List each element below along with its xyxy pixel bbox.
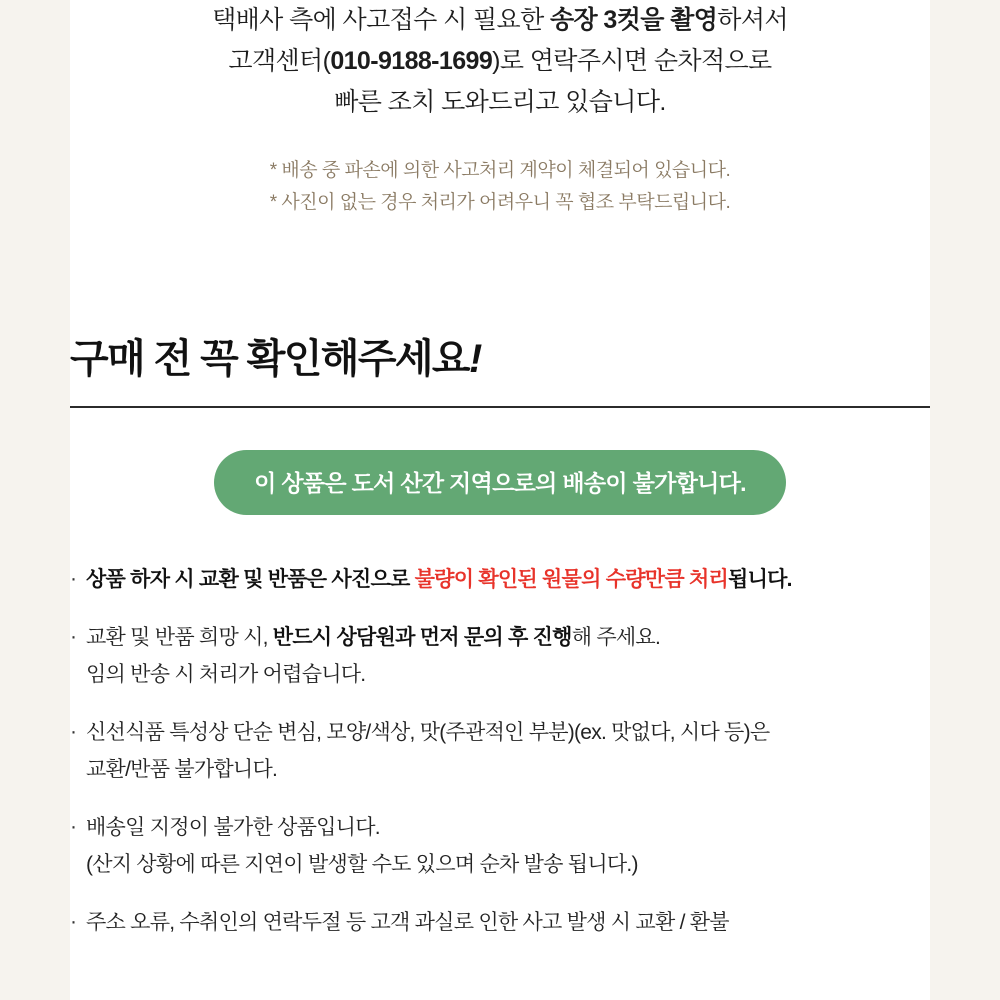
notice-line-3 bbox=[70, 82, 930, 123]
list-item-body bbox=[86, 906, 930, 939]
list-item-body bbox=[86, 563, 930, 596]
list-item-body bbox=[86, 716, 930, 786]
notice-footnotes bbox=[70, 155, 930, 219]
list-item-line-secondary: 교환/반품 불가합니다. bbox=[86, 758, 278, 781]
notice-line-2-post: )로 연락주시면 순차적으로 bbox=[492, 47, 772, 75]
policy-exchange-post: 해 주세요. bbox=[571, 626, 661, 649]
customer-center-phone: 010-9188-1699 bbox=[330, 47, 493, 75]
bullet-marker: · bbox=[70, 720, 77, 743]
notice-line-2 bbox=[70, 41, 930, 82]
list-item bbox=[70, 621, 930, 691]
notice-footnote-1: * 배송 중 파손에 의한 사고처리 계약이 체결되어 있습니다. bbox=[269, 160, 731, 181]
heading-divider bbox=[70, 406, 930, 408]
policy-exchange-pre: 교환 및 반품 희망 시, bbox=[86, 626, 273, 649]
list-item bbox=[70, 563, 930, 596]
content-sheet bbox=[70, 0, 930, 1000]
notice-line-2-pre: 고객센터( bbox=[228, 47, 331, 75]
notice-footnote-2: * 사진이 없는 경우 처리가 어려우니 꼭 협조 부탁드립니다. bbox=[269, 192, 731, 213]
list-item-line: 신선식품 특성상 단순 변심, 모양/색상, 맛(주관적인 부분)(ex. 맛없다, 시다 등)은 bbox=[86, 721, 770, 744]
list-item-line: 주소 오류, 수취인의 연락두절 등 고객 과실로 인한 사고 발생 시 교환 / 환불 bbox=[86, 911, 729, 934]
list-item-body bbox=[86, 811, 930, 881]
bullet-marker: · bbox=[70, 625, 77, 648]
delivery-restriction-badge: 이 상품은 도서 산간 지역으로의 배송이 불가합니다. bbox=[214, 450, 786, 515]
bullet-marker: · bbox=[70, 910, 77, 933]
page-title-text: 구매 전 꼭 확인해주세요 bbox=[70, 337, 469, 381]
list-item bbox=[70, 906, 930, 939]
delivery-restriction-row bbox=[70, 450, 930, 515]
notice-line-1 bbox=[70, 0, 930, 41]
list-item-body bbox=[86, 621, 930, 691]
notice-line-1-strong: 송장 3컷을 촬영 bbox=[549, 6, 718, 34]
notice-line-3-pre: 빠른 조치 도와드리고 있습니다. bbox=[334, 88, 666, 116]
list-item-line-secondary: (산지 상황에 따른 지연이 발생할 수도 있으며 순차 발송 됩니다.) bbox=[86, 853, 638, 876]
notice-line-1-post: 하셔서 bbox=[717, 6, 788, 34]
list-item-line bbox=[86, 621, 930, 654]
list-item-line: 배송일 지정이 불가한 상품입니다. bbox=[86, 816, 380, 839]
section-heading-block bbox=[70, 327, 930, 408]
list-item-line-secondary: 임의 반송 시 처리가 어렵습니다. bbox=[86, 663, 366, 686]
bullet-marker: · bbox=[70, 567, 77, 590]
policy-list bbox=[70, 563, 930, 939]
content-inner bbox=[70, 0, 930, 1000]
list-item bbox=[70, 811, 930, 881]
page-title-exclamation: ! bbox=[468, 337, 481, 381]
policy-defect-highlight: 불량이 확인된 원물의 수량만큼 처리 bbox=[414, 568, 729, 591]
bullet-marker: · bbox=[70, 815, 77, 838]
page-title bbox=[70, 327, 930, 384]
policy-defect-pre: 상품 하자 시 교환 및 반품은 사진으로 bbox=[86, 568, 415, 591]
list-item bbox=[70, 716, 930, 786]
shipping-accident-notice bbox=[70, 0, 930, 219]
policy-defect-post: 됩니다. bbox=[728, 568, 792, 591]
policy-exchange-strong: 반드시 상담원과 먼저 문의 후 진행 bbox=[272, 626, 572, 649]
list-item-line bbox=[86, 563, 930, 596]
notice-line-1-pre: 택배사 측에 사고접수 시 필요한 bbox=[212, 6, 550, 34]
